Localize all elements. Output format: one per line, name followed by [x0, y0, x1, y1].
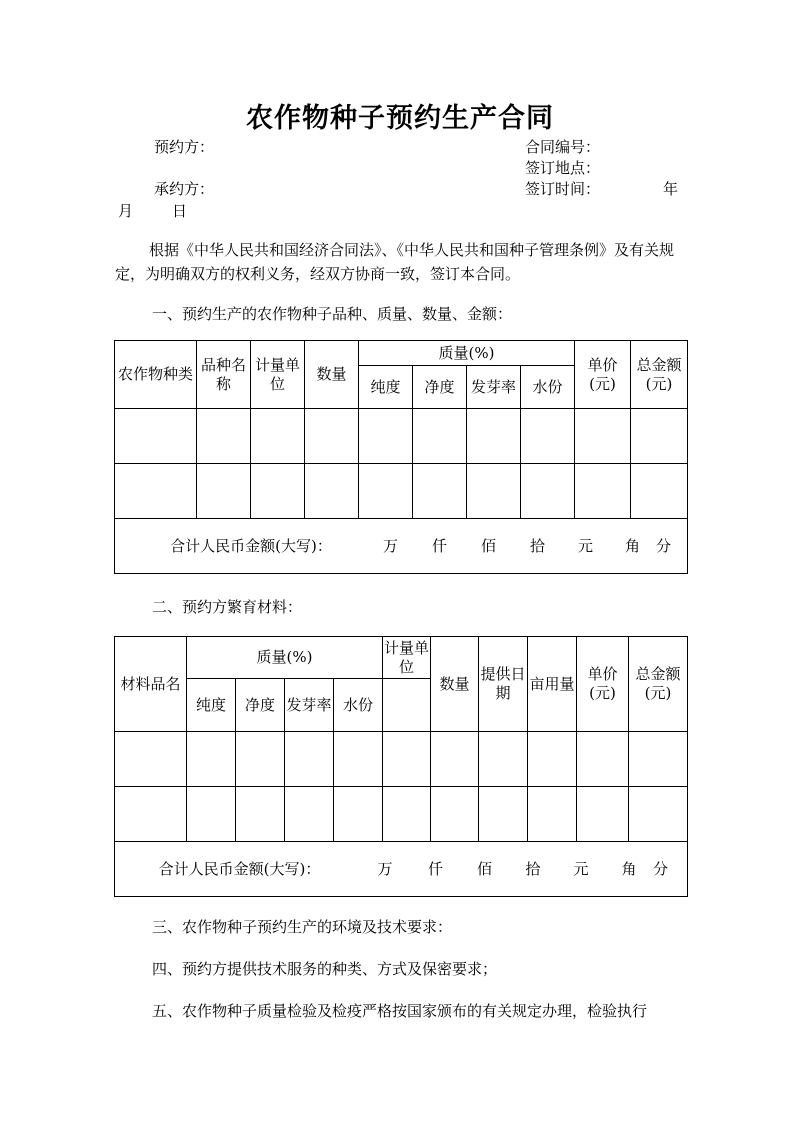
table-cell[interactable]: [305, 409, 359, 464]
header-clarity: 净度: [236, 679, 285, 732]
table-cell[interactable]: [575, 464, 631, 519]
total-amount-label: 合计人民币金额(大写)：: [158, 859, 321, 878]
header-supply-date: 提供日期: [479, 637, 528, 732]
seed-table: [114, 340, 688, 574]
table-cell[interactable]: [334, 787, 383, 842]
table-cell[interactable]: [521, 464, 575, 519]
unit-fen: 分: [656, 536, 672, 555]
table-cell[interactable]: [629, 732, 688, 787]
table-cell[interactable]: [577, 787, 629, 842]
header-unit: 计量单位: [251, 341, 305, 409]
table-cell[interactable]: [305, 464, 359, 519]
table-cell[interactable]: [251, 409, 305, 464]
unit-yuan: 元: [573, 859, 589, 878]
table-cell[interactable]: [383, 732, 431, 787]
table-cell[interactable]: [528, 732, 577, 787]
header-moisture: 水份: [334, 679, 383, 732]
table-cell[interactable]: [467, 409, 521, 464]
header-quantity: 数量: [431, 637, 479, 732]
table-cell[interactable]: [187, 787, 236, 842]
table-cell[interactable]: [577, 732, 629, 787]
unit-jiao: 角: [621, 859, 637, 878]
document-title: 农作物种子预约生产合同: [246, 103, 554, 134]
month-label: 月: [118, 202, 134, 220]
table-row: [115, 787, 688, 842]
header-total-amount: 总金额(元): [631, 341, 688, 409]
unit-shi: 拾: [529, 536, 545, 555]
table-cell[interactable]: [285, 732, 334, 787]
table-cell: [383, 679, 431, 732]
table-cell[interactable]: [413, 464, 467, 519]
unit-qian: 仟: [427, 859, 443, 878]
unit-jiao: 角: [624, 536, 640, 555]
total-amount-row: [115, 842, 688, 897]
unit-fen: 分: [653, 859, 669, 878]
unit-yuan: 元: [577, 536, 593, 555]
table-row: [115, 464, 688, 519]
header-unit: 计量单位: [383, 637, 431, 679]
intro-text: 根据《中华人民共和国经济合同法》、《中华人民共和国种子管理条例》及有关规定，为明确双方的权利义务，经双方协商一致，签订本合同。: [115, 241, 675, 283]
header-quantity: 数量: [305, 341, 359, 409]
table-cell[interactable]: [187, 732, 236, 787]
section1-heading: 一、预约生产的农作物种子品种、质量、数量、金额：: [152, 305, 513, 323]
table-cell[interactable]: [383, 787, 431, 842]
table-cell[interactable]: [359, 409, 413, 464]
header-total-amount: 总金额(元): [629, 637, 688, 732]
table-cell[interactable]: [115, 732, 187, 787]
table-cell[interactable]: [479, 732, 528, 787]
header-unit-price: 单价(元): [575, 341, 631, 409]
table-row: [115, 409, 688, 464]
day-label: 日: [172, 202, 188, 220]
table-cell[interactable]: [197, 409, 251, 464]
header-material-name: 材料品名: [115, 637, 187, 732]
table-cell[interactable]: [197, 464, 251, 519]
header-clarity: 净度: [413, 366, 467, 409]
unit-wan: 万: [382, 536, 398, 555]
table-cell[interactable]: [285, 787, 334, 842]
unit-qian: 仟: [431, 536, 447, 555]
table-cell[interactable]: [467, 464, 521, 519]
header-per-mu: 亩用量: [528, 637, 577, 732]
table-cell[interactable]: [631, 464, 688, 519]
header-variety: 品种名称: [197, 341, 251, 409]
header-moisture: 水份: [521, 366, 575, 409]
total-amount-label: 合计人民币金额(大写)：: [170, 536, 332, 555]
table-row: [115, 732, 688, 787]
intro-paragraph: [115, 238, 685, 286]
table-cell[interactable]: [479, 787, 528, 842]
table-cell[interactable]: [629, 787, 688, 842]
header-purity: 纯度: [359, 366, 413, 409]
table-cell[interactable]: [431, 732, 479, 787]
party-b-label: 承约方：: [154, 180, 215, 198]
table-cell[interactable]: [431, 787, 479, 842]
table-cell[interactable]: [359, 464, 413, 519]
header-germination: 发芽率: [467, 366, 521, 409]
table-cell[interactable]: [528, 787, 577, 842]
table-cell[interactable]: [413, 409, 467, 464]
table-cell[interactable]: [521, 409, 575, 464]
table-cell[interactable]: [236, 787, 285, 842]
header-quality: 质量(%): [359, 341, 575, 366]
unit-wan: 万: [377, 859, 393, 878]
section3-text: 三、农作物种子预约生产的环境及技术要求：: [152, 918, 453, 936]
contract-number-label: 合同编号：: [525, 138, 601, 156]
header-unit-price: 单价(元): [577, 637, 629, 732]
sign-place-label: 签订地点：: [525, 159, 601, 177]
table-cell[interactable]: [251, 464, 305, 519]
section2-heading: 二、预约方繁育材料：: [152, 598, 303, 616]
header-purity: 纯度: [187, 679, 236, 732]
party-a-label: 预约方：: [154, 138, 215, 156]
section4-text: 四、预约方提供技术服务的种类、方式及保密要求；: [152, 960, 498, 978]
year-label: 年: [663, 180, 679, 198]
table-cell[interactable]: [115, 787, 187, 842]
table-cell[interactable]: [575, 409, 631, 464]
table-cell[interactable]: [334, 732, 383, 787]
total-amount-row: [115, 519, 688, 574]
unit-bai: 佰: [476, 859, 492, 878]
header-germination: 发芽率: [285, 679, 334, 732]
unit-bai: 佰: [480, 536, 496, 555]
header-crop: 农作物种类: [115, 341, 197, 409]
table-cell[interactable]: [115, 409, 197, 464]
table-cell[interactable]: [236, 732, 285, 787]
unit-shi: 拾: [525, 859, 541, 878]
table-cell[interactable]: [631, 409, 688, 464]
table-cell[interactable]: [115, 464, 197, 519]
sign-time-label: 签订时间：: [525, 180, 601, 198]
material-table: [114, 636, 688, 897]
section5-text: 五、农作物种子质量检验及检疫严格按国家颁布的有关规定办理，检验执行: [152, 1002, 648, 1020]
header-quality: 质量(%): [187, 637, 383, 679]
